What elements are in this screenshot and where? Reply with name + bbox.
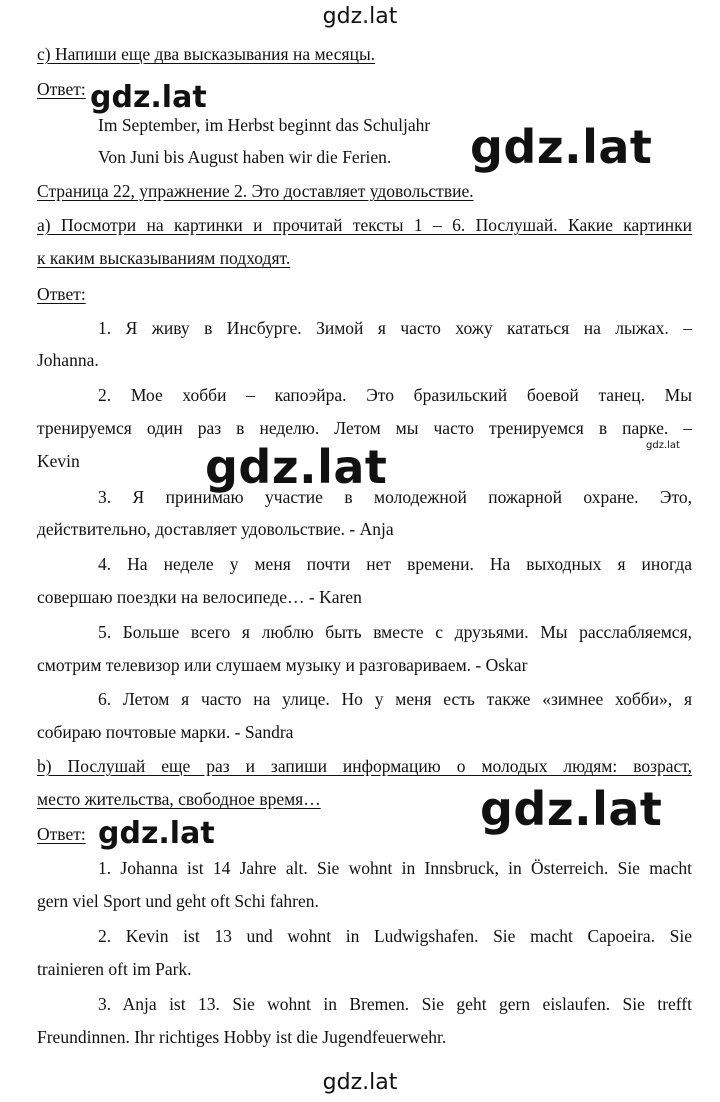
watermark-large-2: gdz.lat [205, 440, 388, 494]
answer-text: 1. Johanna ist 14 Jahre alt. Sie wohnt in Innsbruck, in Österreich. Sie macht [98, 858, 692, 878]
watermark-large-1: gdz.lat [470, 120, 653, 174]
answer-text: 4. На неделе у меня почти нет времени. На выходных я иногда [98, 554, 692, 574]
answer-text: смотрим телевизор или слушаем музыку и разговариваем. - Oskar [37, 655, 528, 675]
task-c: с) Напиши еще два высказывания на месяцы. [37, 44, 376, 64]
answer-text: действительно, доставляет удовольствие. - Anja [37, 519, 394, 539]
answer-text: собираю почтовые марки. - Sandra [37, 722, 294, 742]
watermark-top: gdz.lat [322, 4, 398, 29]
answer-text: тренируемся один раз в неделю. Летом мы часто тренируемся в парке. – [37, 418, 692, 438]
answer-text: 3. Anja ist 13. Sie wohnt in Bremen. Sie geht gern eislaufen. Sie trefft [98, 994, 692, 1014]
watermark-tiny: gdz.lat [646, 440, 680, 451]
answer-text: Kevin [37, 451, 80, 471]
answer-text: 6. Летом я часто на улице. Но у меня есть также «зимнее хобби», я [98, 689, 692, 709]
answer-text: Von Juni bis August haben wir die Ferien. [98, 147, 392, 167]
answer-text: 5. Больше всего я люблю быть вместе с друзьями. Мы расслабляемся, [98, 622, 692, 642]
answer-label: Ответ: [37, 284, 86, 304]
answer-text: trainieren oft im Park. [37, 959, 192, 979]
answer-label: Ответ: [37, 79, 86, 99]
watermark-bottom: gdz.lat [322, 1070, 398, 1095]
answer-text: Freundinnen. Ihr richtiges Hobby ist die Jugendfeuerwehr. [37, 1027, 447, 1047]
answer-text: gern viel Sport und geht oft Schi fahren. [37, 891, 319, 911]
answer-text: Im September, im Herbst beginnt das Schuljahr [98, 115, 431, 135]
page-heading: Страница 22, упражнение 2. Это доставляет удовольствие. [37, 181, 474, 201]
answer-text: совершаю поездки на велосипеде… - Karen [37, 587, 362, 607]
answer-text: 2. Kevin ist 13 und wohnt in Ludwigshafen. Sie macht Capoeira. Sie [98, 926, 692, 946]
task-a: к каким высказываниям подходят. [37, 248, 291, 268]
watermark-inline-2: gdz.lat [98, 816, 215, 851]
task-a: а) Посмотри на картинки и прочитай тексты 1 – 6. Послушай. Какие картинки [37, 215, 692, 235]
task-b: место жительства, свободное время… [37, 789, 321, 809]
watermark-inline-1: gdz.lat [90, 80, 207, 115]
task-b: b) Послушай еще раз и запиши информацию о молодых людям: возраст, [37, 756, 692, 776]
answer-text: 3. Я принимаю участие в молодежной пожарной охране. Это, [98, 487, 692, 507]
answer-text: 2. Мое хобби – капоэйра. Это бразильский боевой танец. Мы [98, 385, 692, 405]
answer-label: Ответ: [37, 824, 86, 844]
answer-text: Johanna. [37, 350, 99, 370]
answer-text: 1. Я живу в Инсбурге. Зимой я часто хожу кататься на лыжах. – [98, 318, 692, 338]
watermark-large-3: gdz.lat [480, 782, 663, 836]
